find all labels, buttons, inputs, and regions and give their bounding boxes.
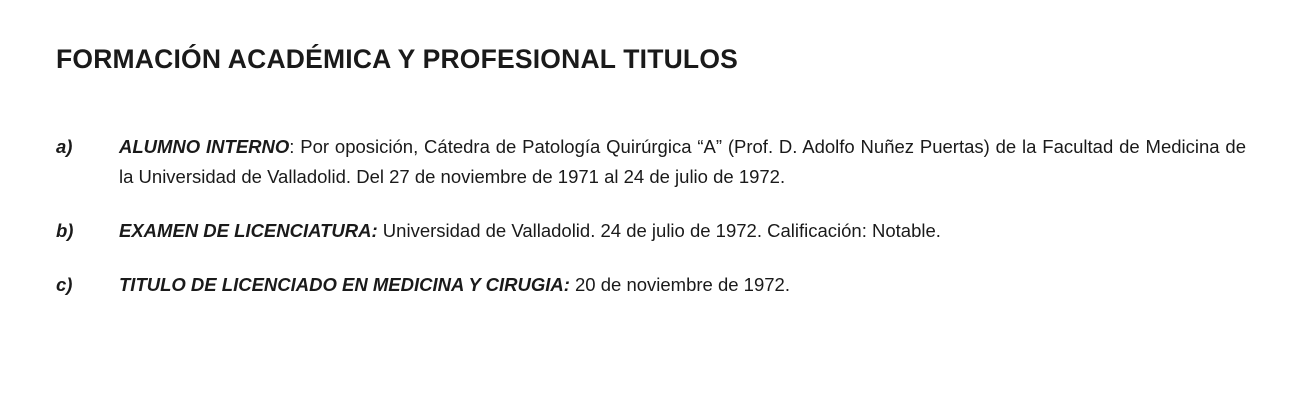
list-item-marker: a) — [56, 136, 73, 157]
list-item-marker: c) — [56, 273, 73, 295]
list-item-lead: TITULO DE LICENCIADO EN MEDICINA Y CIRUGIA: — [119, 273, 570, 295]
list-item-lead: ALUMNO INTERNO — [119, 136, 290, 157]
list-item-text: Universidad de Valladolid. 24 de julio de 1972. Calificación: Notable. — [377, 219, 941, 241]
list-item-lead: EXAMEN DE LICENCIATURA: — [119, 219, 378, 241]
list-item — [56, 216, 1246, 246]
list-item — [56, 270, 1246, 300]
list-item-text: 20 de noviembre de 1972. — [569, 273, 790, 295]
list-item — [56, 132, 1246, 192]
page-title: FORMACIÓN ACADÉMICA Y PROFESIONAL TITULOS — [56, 44, 739, 74]
list-item-text: : Por oposición, Cátedra de Patología Quirúrgica “A” (Prof. D. Adolfo Nuñez Puertas) de la Facultad de Medicina de la Universidad de Valladolid. Del 27 de noviembre de 1971 al 24 de julio de 1972. — [119, 136, 1246, 187]
entry-list — [56, 132, 1246, 300]
list-item-marker: b) — [56, 219, 74, 241]
